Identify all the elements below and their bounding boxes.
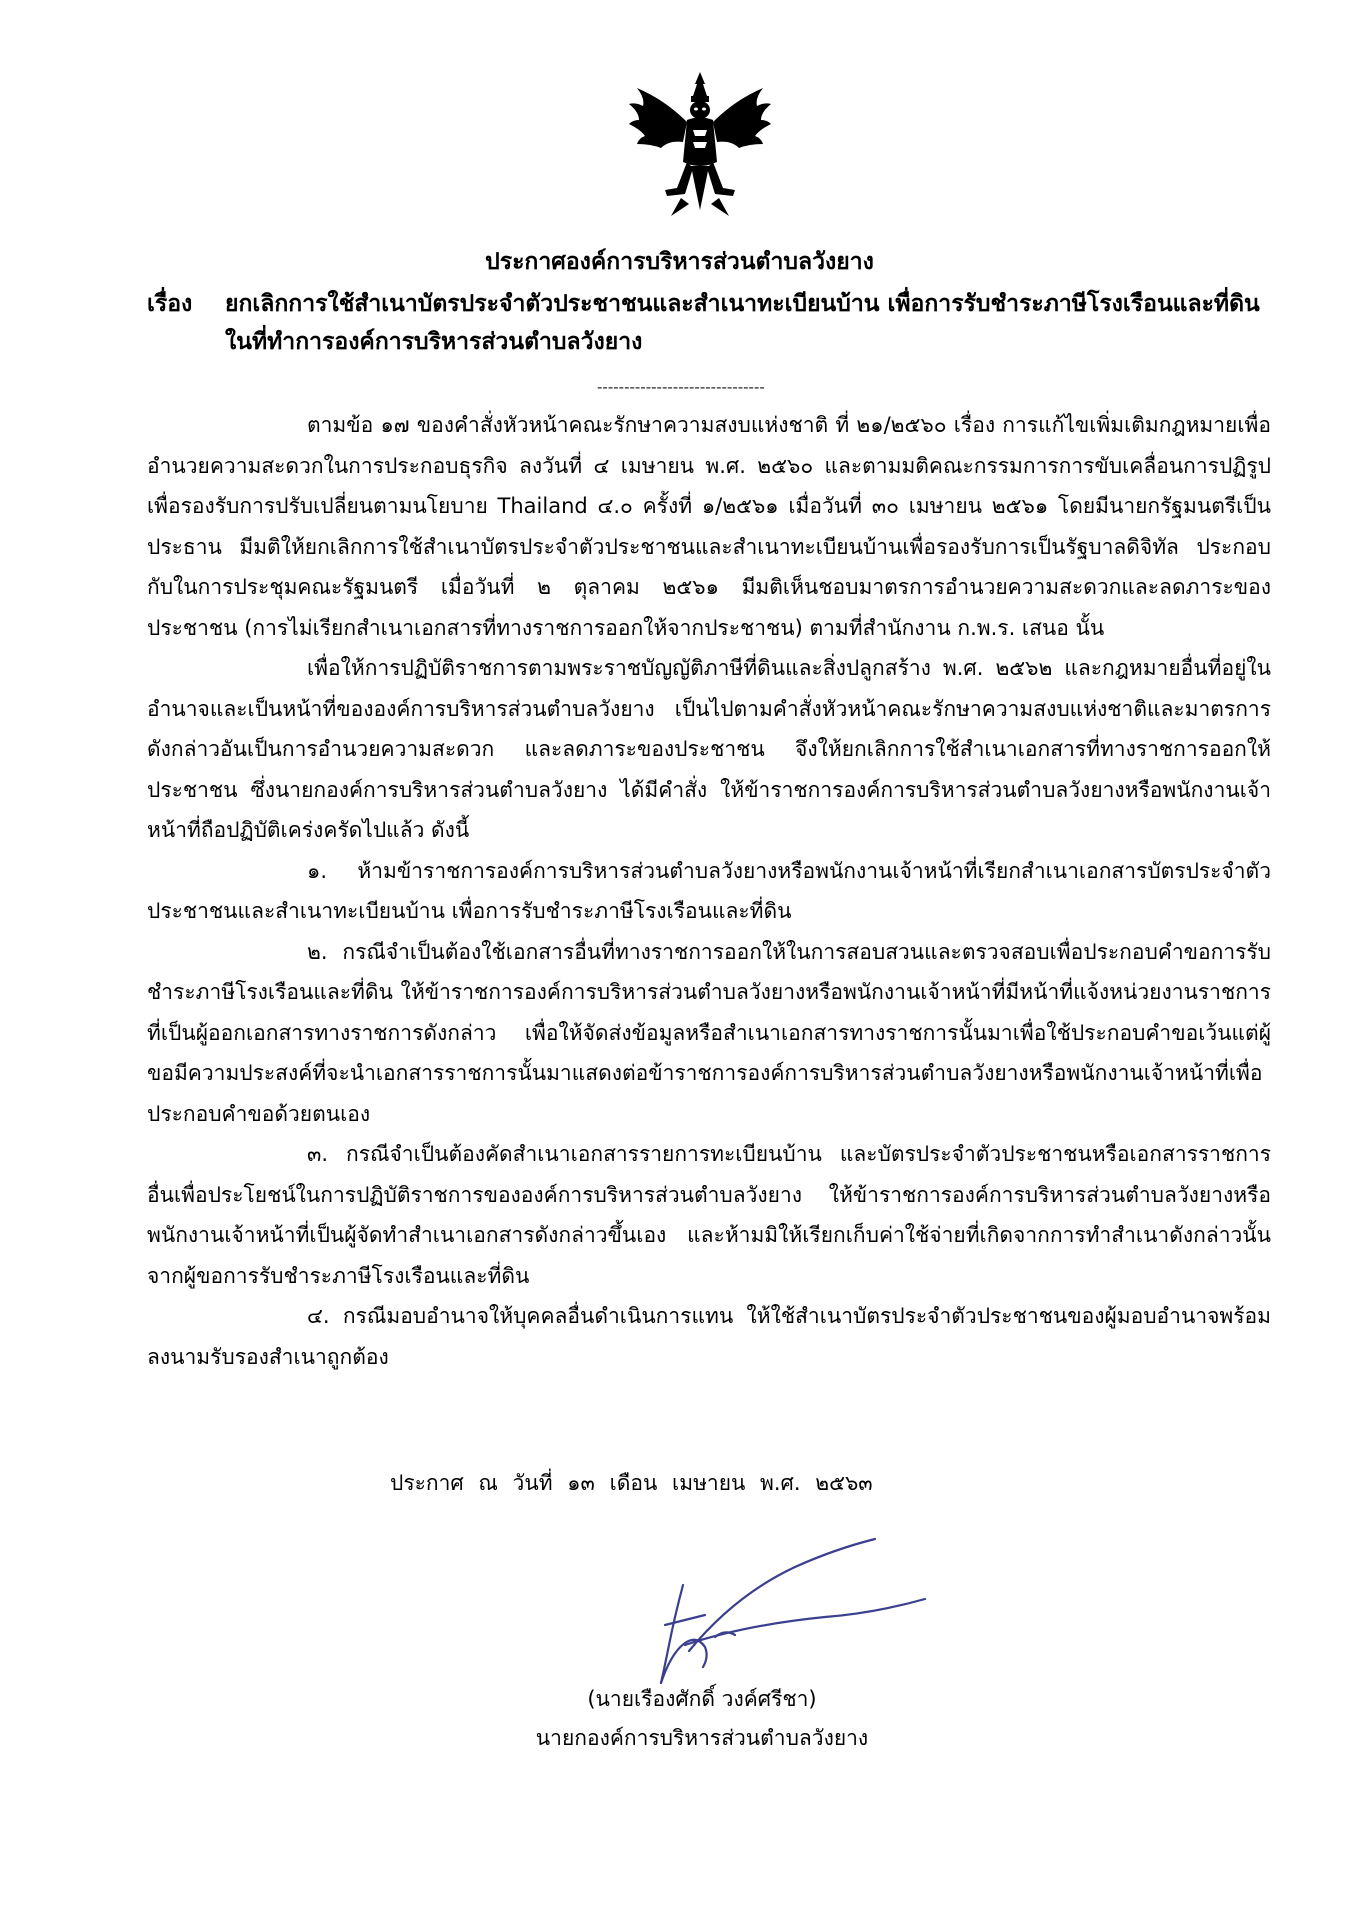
paragraph: เพื่อให้การปฏิบัติราชการตามพระราชบัญญัติภาษีที่ดินและสิ่งปลูกสร้าง พ.ศ. ๒๕๖๒ และกฎหมายอื่นที่อยู่ในอำนาจและเป็นหน้าที่ขององค์การบริหารส่วนตำบลวังยาง เป็นไปตามคำสั่งหัวหน้าคณะรักษาความสงบแห่งชาติและมาตรการดังกล่าวอันเป็นการอำนวยความสะดวก และลดภาระของประชาชน จึงให้ยกเลิกการใช้สำเนาเอกสารที่ทางราชการออกให้ประชาชน ซึ่งนายกองค์การบริหารส่วนตำบลวังยาง ได้มีคำสั่ง ให้ข้าราชการองค์การบริหารส่วนตำบลวังยางหรือพนักงานเจ้าหน้าที่ถือปฏิบัติเคร่งครัดไปแล้ว ดังนี้ <box>147 656 1271 842</box>
paragraph: ๒. กรณีจำเป็นต้องใช้เอกสารอื่นที่ทางราชการออกให้ในการสอบสวนและตรวจสอบเพื่อประกอบคำขอการรับชำระภาษีโรงเรือนและที่ดิน ให้ข้าราชการองค์การบริหารส่วนตำบลวังยางหรือพนักงานเจ้าหน้าที่มีหน้าที่แจ้งหน่วยงานราชการที่เป็นผู้ออกเอกสารทางราชการดังกล่าว เพื่อให้จัดส่งข้อมูลหรือสำเนาเอกสารทางราชการนั้นมาเพื่อใช้ประกอบคำขอเว้นแต่ผู้ขอมีความประสงค์ที่จะนำเอกสารราชการนั้นมาแสดงต่อข้าราชการองค์การบริหารส่วนตำบลวังยางหรือพนักงานเจ้าหน้าที่เพื่อประกอบคำขอด้วยตนเอง <box>147 939 1271 1126</box>
subject-label: เรื่อง <box>147 291 193 317</box>
announcement-date: ประกาศ ณ วันที่ ๑๓ เดือน เมษายน พ.ศ. ๒๕๖๓ <box>390 1471 873 1495</box>
announcement-body <box>147 405 1271 1377</box>
paragraph: ตามข้อ ๑๗ ของคำสั่งหัวหน้าคณะรักษาความสงบแห่งชาติ ที่ ๒๑/๒๕๖๐ เรื่อง การแก้ไขเพิ่มเติมกฎหมายเพื่ออำนวยความสะดวกในการประกอบธุรกิจ ลงวันที่ ๔ เมษายน พ.ศ. ๒๕๖๐ และตามมติคณะกรรมการการขับเคลื่อนการปฏิรูปเพื่อรองรับการปรับเปลี่ยนตามนโยบาย Thailand ๔.๐ ครั้งที่ ๑/๒๕๖๑ เมื่อวันที่ ๓๐ เมษายน ๒๕๖๑ โดยมีนายกรัฐมนตรีเป็นประธาน มีมติให้ยกเลิกการใช้สำเนาบัตรประจำตัวประชาชนและสำเนาทะเบียนบ้านเพื่อรองรับการเป็นรัฐบาลดิจิทัล ประกอบกับในการประชุมคณะรัฐมนตรี เมื่อวันที่ ๒ ตุลาคม ๒๕๖๑ มีมติเห็นชอบมาตรการอำนวยความสะดวกและลดภาระของประชาชน (การไม่เรียกสำเนาเอกสารที่ทางราชการออกให้จากประชาชน) ตามที่สำนักงาน ก.พ.ร. เสนอ นั้น <box>147 413 1271 640</box>
signer-name: (นายเรืองศักดิ์ วงค์ศรีชา) <box>587 1687 817 1711</box>
signer-position: นายกองค์การบริหารส่วนตำบลวังยาง <box>535 1726 869 1750</box>
handwritten-signature-icon <box>625 1525 935 1700</box>
divider-line: ------------------------------- <box>597 378 765 396</box>
announcement-title: ประกาศองค์การบริหารส่วนตำบลวังยาง <box>485 249 874 275</box>
paragraph: ๓. กรณีจำเป็นต้องคัดสำเนาเอกสารรายการทะเบียนบ้าน และบัตรประจำตัวประชาชนหรือเอกสารราชการอื่นเพื่อประโยชน์ในการปฏิบัติราชการขององค์การบริหารส่วนตำบลวังยาง ให้ข้าราชการองค์การบริหารส่วนตำบลวังยางหรือพนักงานเจ้าหน้าที่เป็นผู้จัดทำสำเนาเอกสารดังกล่าวขึ้นเอง และห้ามมิให้เรียกเก็บค่าใช้จ่ายที่เกิดจากการทำสำเนาดังกล่าวนั้นจากผู้ขอการรับชำระภาษีโรงเรือนและที่ดิน <box>147 1142 1271 1288</box>
paragraph: ๑. ห้ามข้าราชการองค์การบริหารส่วนตำบลวังยางหรือพนักงานเจ้าหน้าที่เรียกสำเนาเอกสารบัตรประจำตัวประชาชนและสำเนาทะเบียนบ้าน เพื่อการรับชำระภาษีโรงเรือนและที่ดิน <box>147 858 1271 923</box>
subject-text: ยกเลิกการใช้สำเนาบัตรประจำตัวประชาชนและสำเนาทะเบียนบ้าน เพื่อการรับชำระภาษีโรงเรือนและที่ดินในที่ทำการองค์การบริหารส่วนตำบลวังยาง <box>225 291 1260 355</box>
paragraph: ๔. กรณีมอบอำนาจให้บุคคลอื่นดำเนินการแทน ให้ใช้สำเนาบัตรประจำตัวประชาชนของผู้มอบอำนาจพร้อมลงนามรับรองสำเนาถูกต้อง <box>147 1304 1271 1369</box>
garuda-emblem-icon <box>625 70 775 220</box>
